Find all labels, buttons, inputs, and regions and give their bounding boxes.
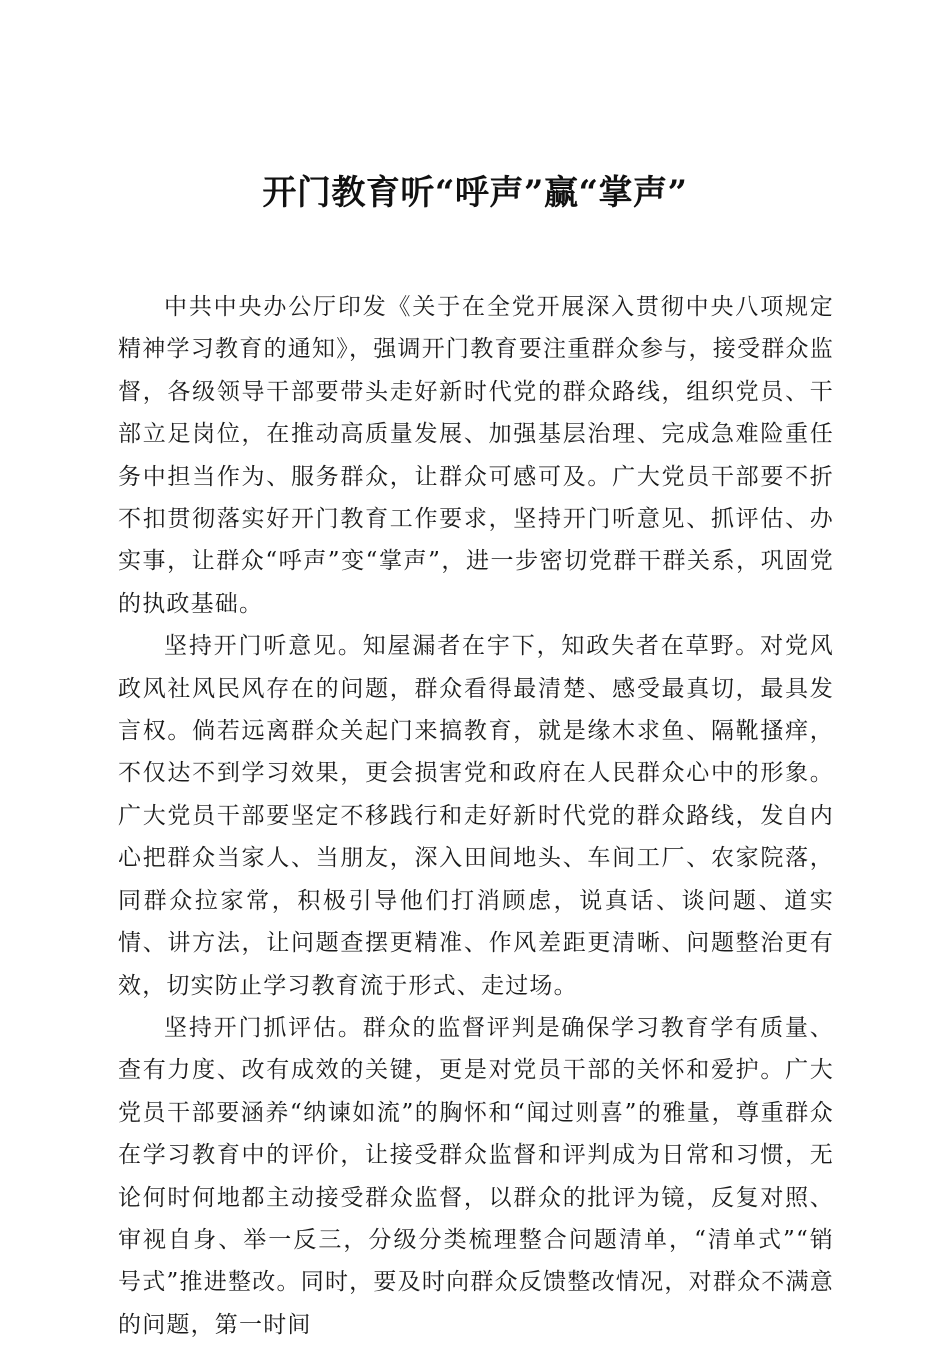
paragraph: 坚持开门抓评估。群众的监督评判是确保学习教育学有质量、查有力度、改有成效的关键，更是对党员干部的关怀和爱护。广大党员干部要涵养“纳谏如流”的胸怀和“闻过则喜”的雅量，尊重群众在学习教育中的评价，让接受群众监督和评判成为日常和习惯，无论何时何地都主动接受群众监督，以群众的批评为镜，反复对照、审视自身、举一反三，分级分类梳理整合问题清单，“清单式”“销号式”推进整改。同时，要及时向群众反馈整改情况，对群众不满意的问题，第一时间 xyxy=(118,1014,834,1338)
document-title: 开门教育听“呼声”赢“掌声” xyxy=(262,173,688,213)
paragraph: 坚持开门听意见。知屋漏者在宇下，知政失者在草野。对党风政风社风民风存在的问题，群众看得最清楚、感受最真切，最具发言权。倘若远离群众关起门来搞教育，就是缘木求鱼、隔靴搔痒，不仅达不到学习效果，更会损害党和政府在人民群众心中的形象。广大党员干部要坚定不移践行和走好新时代党的群众路线，发自内心把群众当家人、当朋友，深入田间地头、车间工厂、农家院落，同群众拉家常，积极引导他们打消顾虑，说真话、谈问题、道实情、讲方法，让问题查摆更精准、作风差距更清晰、问题整治更有效，切实防止学习教育流于形式、走过场。 xyxy=(118,633,834,999)
paragraph: 中共中央办公厅印发《关于在全党开展深入贯彻中央八项规定精神学习教育的通知》，强调开门教育要注重群众参与，接受群众监督，各级领导干部要带头走好新时代党的群众路线，组织党员、干部立足岗位，在推动高质量发展、加强基层治理、完成急难险重任务中担当作为、服务群众，让群众可感可及。广大党员干部要不折不扣贯彻落实好开门教育工作要求，坚持开门听意见、抓评估、办实事，让群众“呼声”变“掌声”，进一步密切党群干群关系，巩固党的执政基础。 xyxy=(118,294,834,617)
document-body xyxy=(118,286,834,1346)
